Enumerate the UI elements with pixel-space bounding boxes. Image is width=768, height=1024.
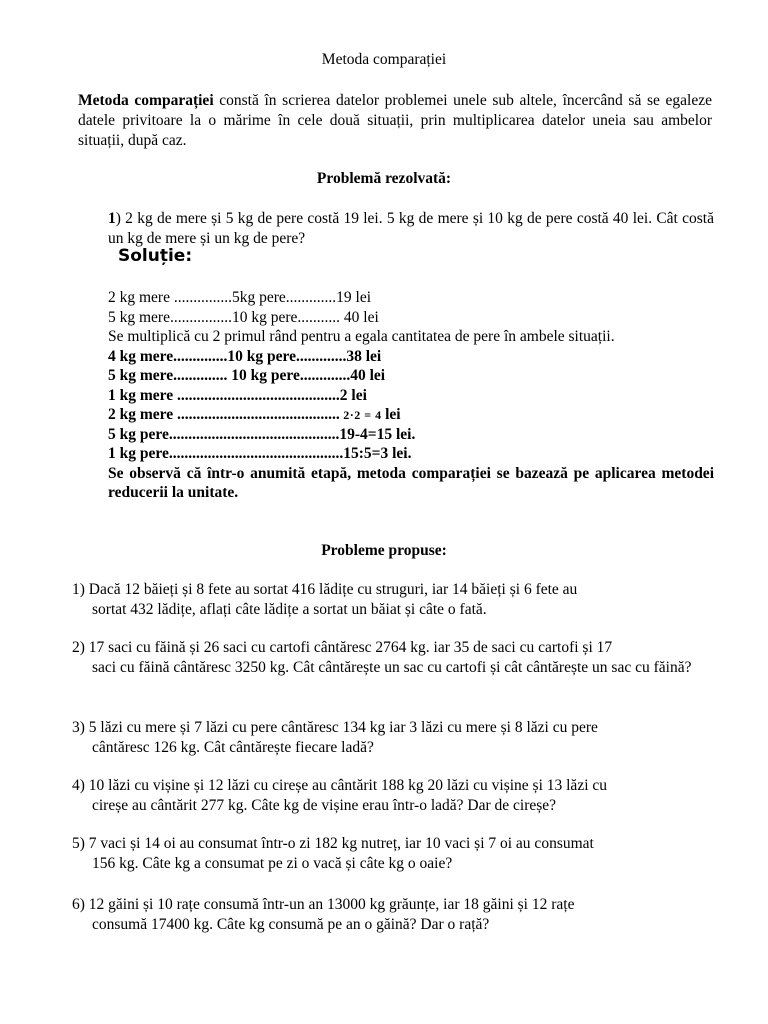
solution-line: 5 kg mere................10 kg pere........... 40 lei [108,308,379,326]
problem-rest: saci cu făină cântăresc 3250 kg. Cât cântărește un sac cu cartofi și cât cântărește un sac cu făină? [92,659,692,676]
list-item [72,638,712,678]
list-item [72,834,712,874]
proposed-problems-heading: Probleme propuse: [321,542,447,559]
formula-suffix: lei [385,406,401,423]
problem-number: 1 [108,210,116,227]
solution-work [108,288,714,503]
problem-rest: sortat 432 lădițe, aflați câte lădițe a sortat un băiat și câte o fată. [92,601,487,618]
solved-problem-statement [108,209,714,249]
problem-first-line: 3) 5 lăzi cu mere și 7 lăzi cu pere cântăresc 134 kg iar 3 lăzi cu mere și 8 lăzi cu pere [72,719,598,736]
problem-first-line: 6) 12 găini și 10 rațe consumă într-un an 13000 kg grăunțe, iar 18 găini și 12 rațe [72,896,575,913]
solution-line: 2 kg mere ...............5kg pere.............19 lei [108,289,372,306]
formula-prefix: 2 kg mere .......................................... [108,406,340,423]
solution-line: 4 kg mere..............10 kg pere.............38 lei [108,347,382,365]
solution-line: 1 kg pere.............................................15:5=3 lei. [108,445,412,462]
problem-first-line: 2) 17 saci cu făină și 26 saci cu cartofi cântăresc 2764 kg. iar 35 de saci cu cartofi și 17 [72,639,613,656]
solution-line: Se multiplică cu 2 primul rând pentru a egala cantitatea de pere în ambele situații. [108,328,615,345]
solved-problem-heading: Problemă rezolvată: [316,170,452,187]
problem-rest: consumă 17400 kg. Câte kg consumă pe an o găină? Dar o rață? [92,916,490,933]
list-item [72,895,712,935]
page-title: Metoda comparației [321,51,447,68]
problem-rest: cântăresc 126 kg. Cât cântărește fiecare ladă? [92,739,374,756]
formula-expression: 2·2 = 4 [339,408,386,422]
list-item [72,718,712,758]
solution-line: 1 kg mere ..........................................2 lei [108,386,367,404]
intro-paragraph [78,91,712,151]
problem-first-line: 1) Dacă 12 băieți și 8 fete au sortat 416 lădițe cu struguri, iar 14 băieți și 6 fete au [72,581,578,598]
solution-line-formula [108,405,714,425]
intro-bold-term: Metoda comparației [78,92,214,109]
observation-paragraph: Se observă că într-o anumită etapă, metoda comparației se bazează pe aplicarea metodei reducerii la unitate. [108,464,714,501]
solution-line: 5 kg mere.............. 10 kg pere.............40 lei [108,367,386,384]
problem-first-line: 4) 10 lăzi cu vișine și 12 lăzi cu cireșe au cântărit 188 kg 20 lăzi cu vișine și 13 lăzi cu [72,777,608,794]
list-item [72,776,712,816]
intro-text: constă în scrierea datelor problemei unele sub altele, încercând să se egaleze datele privitoare la o mărime în cele două situații, prin multiplicarea datelor uneia sau ambelor situații, după caz. [78,92,712,149]
list-item [72,580,712,620]
problem-rest: cireșe au cântărit 277 kg. Câte kg de vișine erau într-o ladă? Dar de cireșe? [92,797,557,814]
problem-rest: 156 kg. Câte kg a consumat pe zi o vacă și câte kg o oaie? [92,855,453,872]
problem-text: ) 2 kg de mere și 5 kg de pere costă 19 lei. 5 kg de mere și 10 kg de pere costă 40 lei. Cât costă un kg de mere și un kg de pere? [108,210,714,247]
problem-first-line: 5) 7 vaci și 14 oi au consumat într-o zi 182 kg nutreț, iar 10 vaci și 7 oi au consumat [72,835,594,852]
solution-label: Soluție: [118,246,193,266]
solution-line: 5 kg pere............................................19-4=15 lei. [108,425,416,443]
